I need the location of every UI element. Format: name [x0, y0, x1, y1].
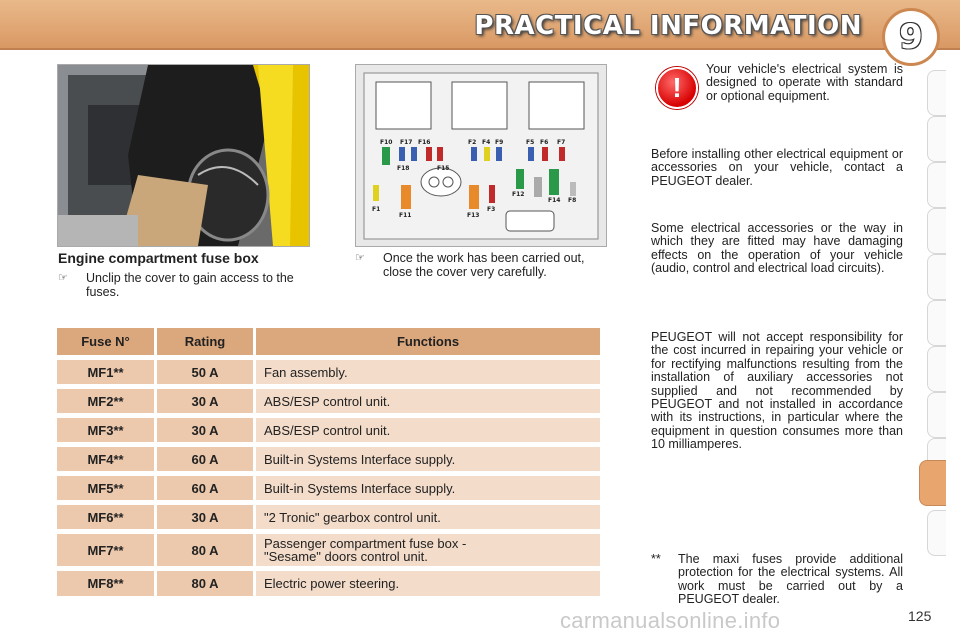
paragraph-liability: PEUGEOT will not accept responsibility for the cost incurred in repairing your vehicle or for rectifying malfunctions resulting from the installation of auxiliary accessories not supplied and not recommended by PEUGEOT and not installed in accordance with its instructions, in particular where the equipment in question consumes more than 10 milliamperes.	[651, 330, 903, 452]
table-row	[57, 360, 600, 384]
col-fuse: Fuse N°	[57, 328, 154, 355]
fuse-cell: MF1**	[57, 360, 154, 384]
fuse-label: F10	[380, 139, 393, 146]
fuse-label: F11	[399, 212, 412, 219]
bullet-left-text: Unclip the cover to gain access to the fuses.	[86, 271, 294, 299]
side-tab[interactable]	[927, 346, 946, 392]
warning-text: Your vehicle's electrical system is designed to operate with standard or optional equipment.	[706, 62, 903, 103]
section-heading: Engine compartment fuse box	[58, 250, 259, 266]
rating-cell: 30 A	[157, 418, 253, 442]
fuse-label: F1	[372, 206, 381, 213]
side-tab[interactable]	[927, 392, 946, 438]
fuse-cell: MF2**	[57, 389, 154, 413]
fuse-label: F12	[512, 191, 525, 198]
fuse-cell: MF7**	[57, 534, 154, 566]
engine-compartment-photo	[57, 64, 310, 247]
table-row	[57, 389, 600, 413]
col-functions: Functions	[256, 328, 600, 355]
bullet-left	[58, 271, 310, 299]
paragraph-install: Before installing other electrical equipment or accessories on your vehicle, contact a PEUGEOT dealer.	[651, 147, 903, 188]
table-row	[57, 476, 600, 500]
function-cell: ABS/ESP control unit.	[256, 389, 600, 413]
footnote	[651, 553, 903, 607]
fuse-label: F18	[397, 165, 410, 172]
side-tab[interactable]	[927, 510, 946, 556]
fuse-label: F3	[487, 206, 496, 213]
side-tab[interactable]	[927, 116, 946, 162]
col-rating: Rating	[157, 328, 253, 355]
fuse-cell: MF3**	[57, 418, 154, 442]
fuse-label: F7	[557, 139, 566, 146]
side-tab[interactable]	[927, 300, 946, 346]
footnote-mark: **	[651, 552, 661, 566]
function-cell: ABS/ESP control unit.	[256, 418, 600, 442]
rating-cell: 60 A	[157, 476, 253, 500]
rating-cell: 30 A	[157, 505, 253, 529]
table-row	[57, 505, 600, 529]
watermark: carmanualsonline.info	[560, 608, 781, 633]
rating-cell: 30 A	[157, 389, 253, 413]
fuse-label: F8	[568, 197, 577, 204]
fuse-table	[54, 323, 603, 601]
function-cell: Built-in Systems Interface supply.	[256, 447, 600, 471]
fuse-label: F15	[437, 165, 450, 172]
side-tab[interactable]	[927, 208, 946, 254]
side-tab-active[interactable]	[919, 460, 946, 506]
fuse-label: F16	[418, 139, 431, 146]
table-row	[57, 571, 600, 596]
bullet-middle	[355, 251, 607, 279]
function-cell: Built-in Systems Interface supply.	[256, 476, 600, 500]
side-tab[interactable]	[927, 70, 946, 116]
function-cell: Fan assembly.	[256, 360, 600, 384]
rating-cell: 50 A	[157, 360, 253, 384]
page-title: PRACTICAL INFORMATION	[474, 11, 862, 41]
pointing-hand-icon: ☞	[58, 272, 68, 284]
bullet-middle-text: Once the work has been carried out, close the cover very carefully.	[383, 251, 585, 279]
side-tab[interactable]	[927, 254, 946, 300]
fuse-label: F14	[548, 197, 561, 204]
table-row	[57, 534, 600, 566]
side-tab[interactable]	[927, 162, 946, 208]
fuse-cell: MF6**	[57, 505, 154, 529]
fuse-box-diagram	[355, 64, 607, 247]
fuse-cell: MF5**	[57, 476, 154, 500]
fuse-label: F9	[495, 139, 504, 146]
fuse-label: F5	[526, 139, 535, 146]
chapter-badge: 9	[882, 8, 940, 66]
rating-cell: 80 A	[157, 534, 253, 566]
fuse-label: F2	[468, 139, 477, 146]
function-cell: Electric power steering.	[256, 571, 600, 596]
fuse-label: F13	[467, 212, 480, 219]
fuse-cell: MF4**	[57, 447, 154, 471]
fuse-label: F6	[540, 139, 549, 146]
fuse-label: F4	[482, 139, 491, 146]
rating-cell: 60 A	[157, 447, 253, 471]
table-row	[57, 447, 600, 471]
paragraph-accessories: Some electrical accessories or the way in which they are fitted may have damaging effects on the operation of your vehicle (audio, control and electrical load circuits).	[651, 221, 903, 276]
page-number: 125	[908, 608, 932, 624]
fuse-label: F17	[400, 139, 413, 146]
table-row	[57, 418, 600, 442]
function-cell: "2 Tronic" gearbox control unit.	[256, 505, 600, 529]
exclamation-warning-icon: !	[656, 67, 698, 109]
pointing-hand-icon: ☞	[355, 252, 365, 264]
rating-cell: 80 A	[157, 571, 253, 596]
footnote-text: The maxi fuses provide additional protection for the electrical systems. All work must be carried out by a PEUGEOT dealer.	[678, 552, 903, 607]
fuse-cell: MF8**	[57, 571, 154, 596]
function-cell: Passenger compartment fuse box - "Sesame" doors control unit.	[256, 534, 600, 566]
